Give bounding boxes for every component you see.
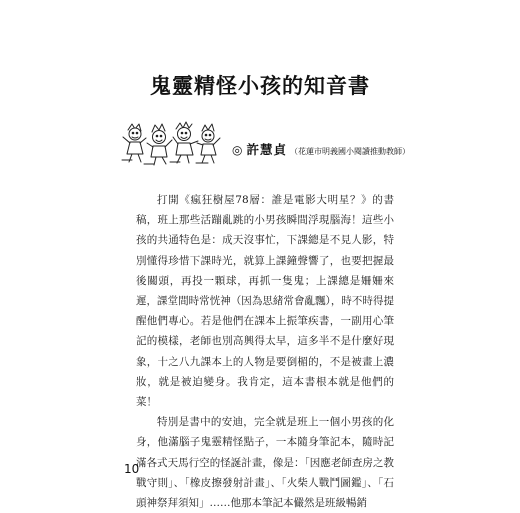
paragraph: 打開《瘋狂樹屋78層：誰是電影大明星？》的書稿，班上那些活蹦亂跳的小男孩瞬間浮現腦海！這些小孩的共通特色是：成天沒事忙，下課總是不見人影，特別懂得珍惜下課時光，就算上課鐘聲響了，也要把握最後關頭，再投一顆球，再抓一隻鬼；上課總是姍姍來遲，課堂間時常恍神（因為思緒常會亂飄），時不時得提醒他們專心。若是他們在課本上振筆疾書，一副用心筆記的模樣，老師也別高興得太早，這多半不是什麼好現象，十之八九課本上的人物是要倒楣的，不是被畫上濃妝，就是被迫變身。我肯定，這本書根本就是他們的菜！ (136, 194, 394, 409)
page-number: 10 (124, 462, 140, 476)
page-title: 鬼靈精怪小孩的知音書 (150, 74, 370, 98)
kids-illustration (118, 116, 228, 170)
author-name: 許慧貞 (246, 142, 287, 157)
author-byline (232, 140, 410, 158)
paragraph: 特別是書中的安迪，完全就是班上一個小男孩的化身，他滿腦子鬼靈精怪點子，一本隨身筆記本，隨時記滿各式天馬行空的怪誕計畫，像是：「因應老師查房之教戰守則」、「橡皮擦發射計畫」、「火柴人戰鬥圖鑑」、「石頭神祭拜須知」……他那本筆記本儼然是班級暢銷 (136, 416, 394, 510)
article-body (136, 190, 394, 513)
bullet-icon: ◎ (232, 143, 243, 157)
author-affiliation: （花蓮市明義國小閱讀推動教師） (290, 147, 410, 156)
